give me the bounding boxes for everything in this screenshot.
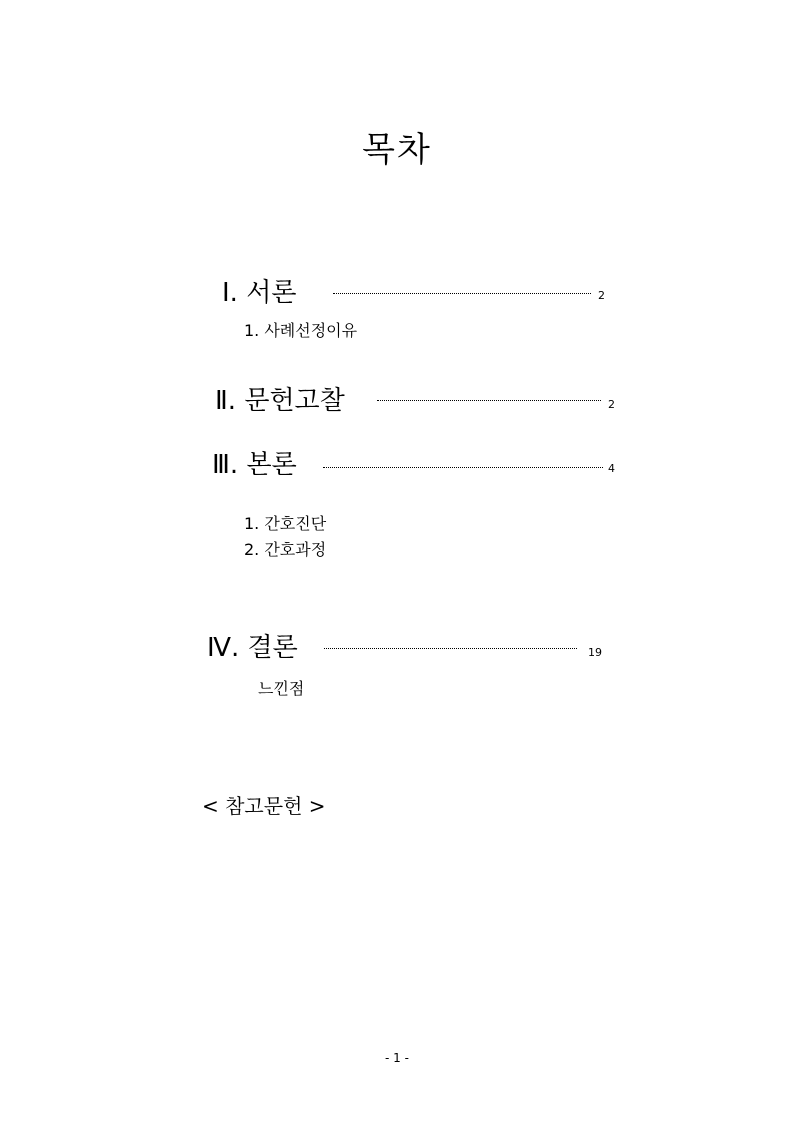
toc-subitem: 2. 간호과정 (244, 540, 327, 559)
section-page-number: 2 (598, 289, 605, 302)
section-heading-literature-review: Ⅱ. 문헌고찰 (215, 386, 345, 416)
section-page-number: 4 (608, 462, 615, 475)
section-heading-intro: Ⅰ. 서론 (222, 278, 297, 308)
toc-leader-dots (377, 400, 601, 401)
toc-leader-dots (324, 648, 577, 649)
page-footer-number: - 1 - (385, 1051, 409, 1065)
toc-leader-dots (323, 467, 603, 468)
toc-subitem: 1. 사례선정이유 (244, 321, 358, 340)
section-heading-body: Ⅲ. 본론 (212, 450, 297, 480)
references-heading: < 참고문헌 > (202, 794, 326, 818)
toc-subitem: 1. 간호진단 (244, 514, 327, 533)
section-heading-conclusion: Ⅳ. 결론 (207, 633, 298, 663)
section-page-number: 2 (608, 398, 615, 411)
section-page-number: 19 (588, 646, 602, 659)
toc-leader-dots (333, 293, 591, 294)
page-title: 목차 (362, 130, 432, 170)
toc-subitem: 느낀점 (258, 679, 305, 698)
